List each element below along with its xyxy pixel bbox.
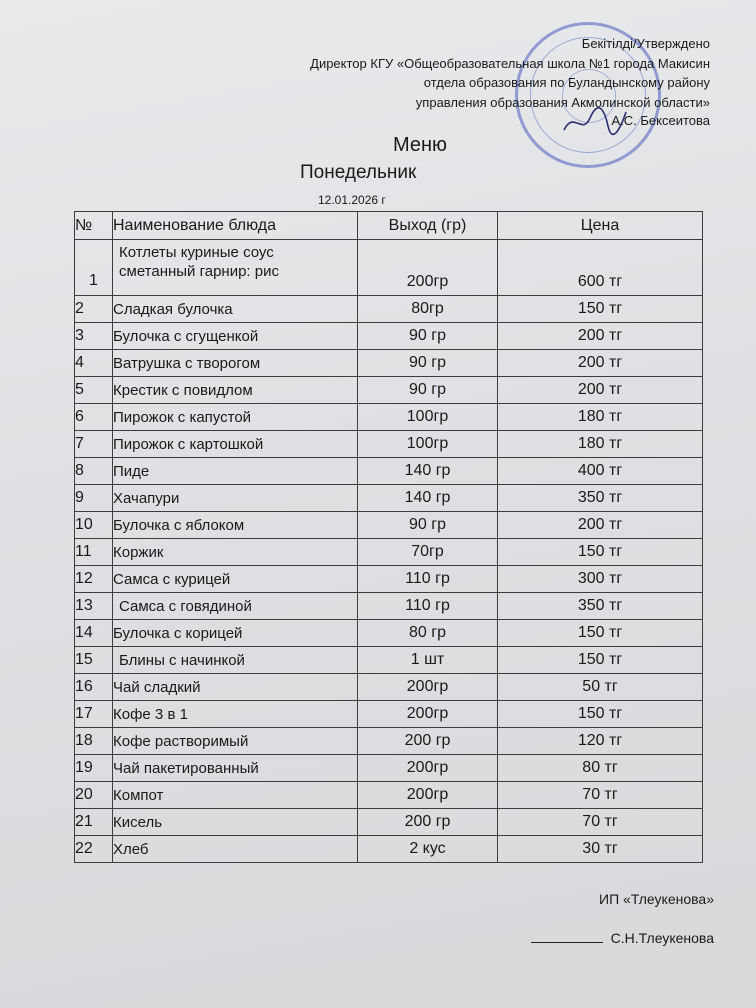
row-dish: Кисель (113, 809, 358, 836)
row-weight: 90 гр (358, 350, 498, 377)
row-price: 200 тг (498, 350, 703, 377)
row-dish: Крестик с повидлом (113, 377, 358, 404)
row-dish: Кофе 3 в 1 (113, 701, 358, 728)
row-weight: 140 гр (358, 485, 498, 512)
table-row (75, 728, 703, 755)
signature-blank-line (531, 942, 603, 943)
row-weight: 200гр (358, 701, 498, 728)
row-weight: 200гр (358, 782, 498, 809)
row-price: 350 тг (498, 485, 703, 512)
row-dish: Чай пакетированный (113, 755, 358, 782)
table-row (75, 755, 703, 782)
row-price: 150 тг (498, 620, 703, 647)
row-weight: 80 гр (358, 620, 498, 647)
row-num: 7 (75, 431, 113, 458)
row-num: 20 (75, 782, 113, 809)
row-num: 13 (75, 593, 113, 620)
row-price: 80 тг (498, 755, 703, 782)
table-row (75, 404, 703, 431)
table-row (75, 350, 703, 377)
row-price: 300 тг (498, 566, 703, 593)
row-weight: 110 гр (358, 566, 498, 593)
row-num: 4 (75, 350, 113, 377)
row-dish: Блины с начинкой (113, 647, 358, 674)
header-name: Наименование блюда (113, 212, 358, 240)
row-weight: 100гр (358, 431, 498, 458)
row-weight: 1 шт (358, 647, 498, 674)
approval-signer: А.С. Бексеитова (611, 113, 710, 128)
table-row (75, 647, 703, 674)
row-price: 150 тг (498, 647, 703, 674)
table-row (75, 296, 703, 323)
row-price: 200 тг (498, 512, 703, 539)
row-weight: 100гр (358, 404, 498, 431)
row-weight: 200гр (358, 674, 498, 701)
row-weight: 2 кус (358, 836, 498, 863)
approval-director-line: Директор КГУ «Общеобразовательная школа №1 города Макисин (310, 55, 710, 71)
approval-dept-line: отдела образования по Буландынскому району (423, 75, 710, 90)
row-price: 200 тг (498, 323, 703, 350)
row-price: 400 тг (498, 458, 703, 485)
row-price: 200 тг (498, 377, 703, 404)
row-dish: Пирожок с капустой (113, 404, 358, 431)
approval-stamp-label: Бекітілді/Утверждено (581, 36, 710, 51)
row-num: 1 (75, 240, 113, 296)
table-row (75, 240, 703, 296)
row-dish: Пирожок с картошкой (113, 431, 358, 458)
footer-signer: С.Н.Тлеукенова (610, 930, 714, 946)
row-weight: 110 гр (358, 593, 498, 620)
row-num: 15 (75, 647, 113, 674)
table-row (75, 539, 703, 566)
row-weight: 200 гр (358, 728, 498, 755)
table-row (75, 566, 703, 593)
row-num: 3 (75, 323, 113, 350)
row-price: 120 тг (498, 728, 703, 755)
row-dish: Пиде (113, 458, 358, 485)
row-dish: Ватрушка с творогом (113, 350, 358, 377)
row-num: 18 (75, 728, 113, 755)
row-price: 150 тг (498, 539, 703, 566)
row-weight: 140 гр (358, 458, 498, 485)
header-weight: Выход (гр) (358, 212, 498, 240)
row-num: 19 (75, 755, 113, 782)
page-title: Меню (392, 134, 448, 156)
row-num: 22 (75, 836, 113, 863)
table-row (75, 674, 703, 701)
row-dish: Хлеб (113, 836, 358, 863)
row-num: 17 (75, 701, 113, 728)
approval-block (310, 34, 710, 112)
table-row (75, 836, 703, 863)
row-dish: Сладкая булочка (113, 296, 358, 323)
table-header-row (75, 212, 703, 240)
row-num: 14 (75, 620, 113, 647)
table-row (75, 593, 703, 620)
table-row (75, 782, 703, 809)
row-num: 10 (75, 512, 113, 539)
row-dish: Компот (113, 782, 358, 809)
footer-company: ИП «Тлеукенова» (599, 891, 714, 907)
row-num: 8 (75, 458, 113, 485)
row-dish: Котлеты куриные соус сметанный гарнир: рис (113, 240, 358, 296)
row-price: 600 тг (498, 240, 703, 296)
table-row (75, 458, 703, 485)
row-weight: 200 гр (358, 809, 498, 836)
table-row (75, 377, 703, 404)
row-dish: Кофе растворимый (113, 728, 358, 755)
row-num: 12 (75, 566, 113, 593)
menu-table (74, 211, 703, 863)
approval-admin-line: управления образования Акмолинской области» (415, 94, 710, 110)
row-price: 150 тг (498, 296, 703, 323)
row-dish: Самса с курицей (113, 566, 358, 593)
row-dish: Булочка с корицей (113, 620, 358, 647)
row-price: 70 тг (498, 782, 703, 809)
table-row (75, 809, 703, 836)
row-dish: Хачапури (113, 485, 358, 512)
row-num: 2 (75, 296, 113, 323)
header-price: Цена (498, 212, 703, 240)
table-row (75, 431, 703, 458)
table-row (75, 323, 703, 350)
table-row (75, 701, 703, 728)
row-num: 16 (75, 674, 113, 701)
row-dish: Булочка с сгущенкой (113, 323, 358, 350)
row-weight: 90 гр (358, 512, 498, 539)
row-num: 9 (75, 485, 113, 512)
row-dish: Самса с говядиной (113, 593, 358, 620)
row-weight: 90 гр (358, 323, 498, 350)
day-of-week: Понедельник (300, 162, 417, 183)
row-weight: 70гр (358, 539, 498, 566)
row-dish: Коржик (113, 539, 358, 566)
menu-date: 12.01.2026 г (318, 193, 386, 207)
row-weight: 90 гр (358, 377, 498, 404)
table-row (75, 512, 703, 539)
row-dish: Чай сладкий (113, 674, 358, 701)
row-num: 21 (75, 809, 113, 836)
row-weight: 80гр (358, 296, 498, 323)
row-price: 150 тг (498, 701, 703, 728)
row-price: 180 тг (498, 404, 703, 431)
row-num: 6 (75, 404, 113, 431)
row-price: 350 тг (498, 593, 703, 620)
row-price: 70 тг (498, 809, 703, 836)
row-price: 180 тг (498, 431, 703, 458)
footer-signature-line (531, 930, 714, 946)
table-row (75, 620, 703, 647)
row-price: 30 тг (498, 836, 703, 863)
row-weight: 200гр (358, 240, 498, 296)
row-num: 11 (75, 539, 113, 566)
row-dish: Булочка с яблоком (113, 512, 358, 539)
header-num: № (75, 212, 113, 240)
row-weight: 200гр (358, 755, 498, 782)
row-num: 5 (75, 377, 113, 404)
row-price: 50 тг (498, 674, 703, 701)
table-row (75, 485, 703, 512)
